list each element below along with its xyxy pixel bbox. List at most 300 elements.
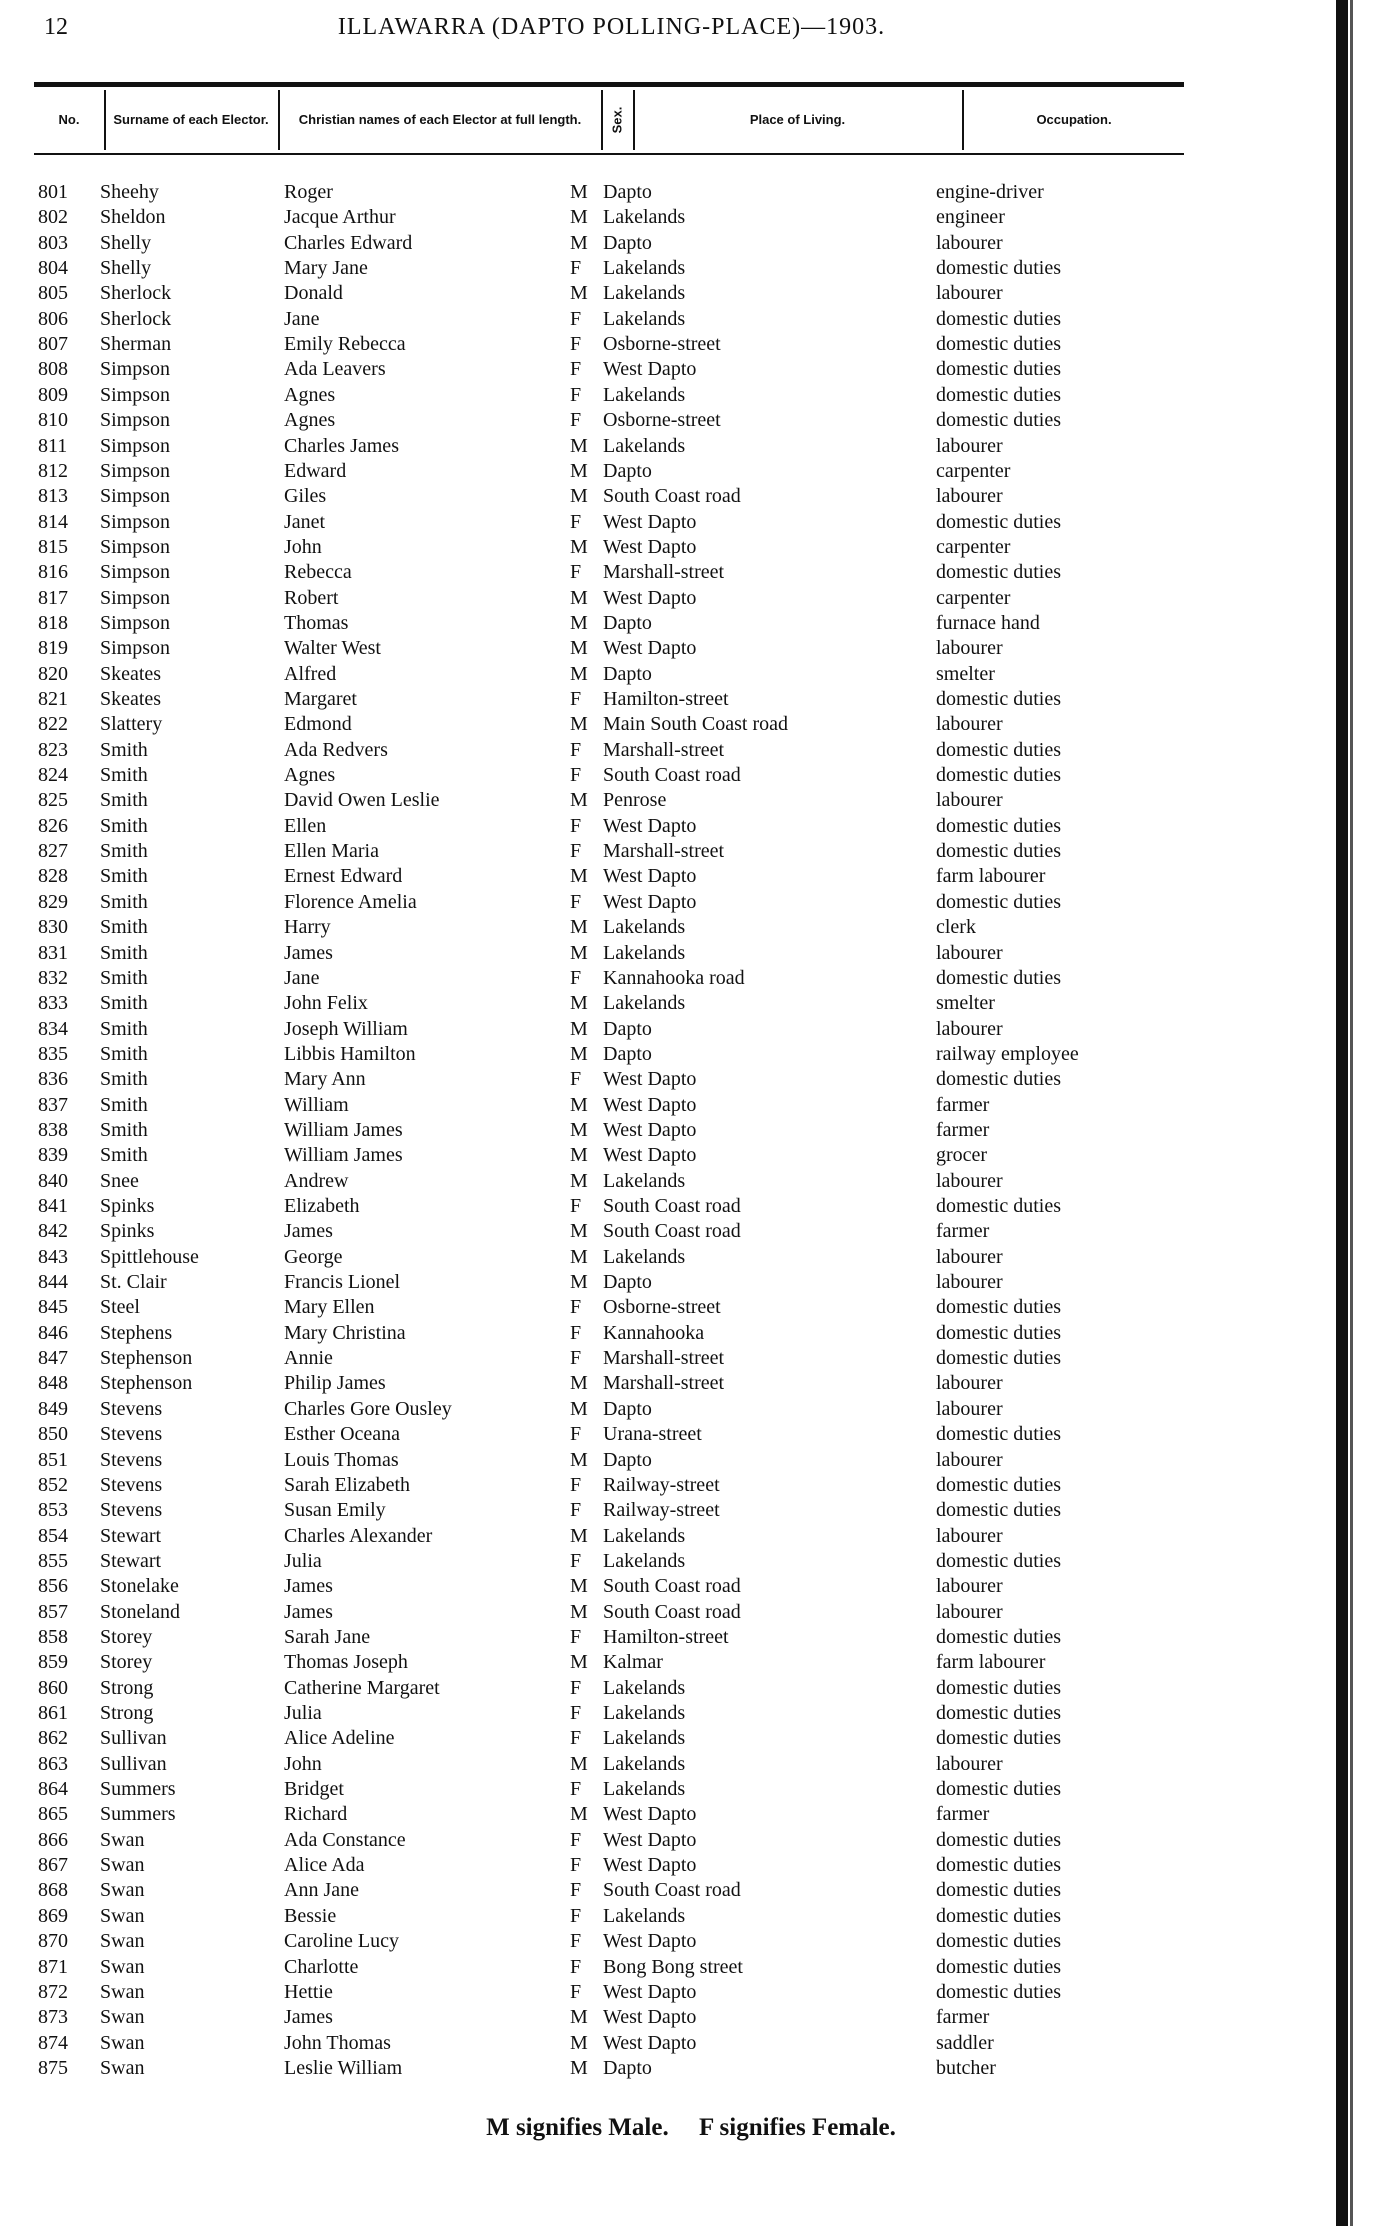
table-row <box>0 611 1250 636</box>
table-row <box>0 408 1250 433</box>
table-row <box>0 2005 1250 2030</box>
cell-occupation: domestic duties <box>936 561 1061 584</box>
cell-surname: Stevens <box>100 1397 163 1420</box>
cell-christian-names: Roger <box>284 181 333 203</box>
cell-number: 821 <box>38 688 68 710</box>
cell-christian-names: Harry <box>284 916 331 939</box>
cell-place-of-living: Lakelands <box>603 1169 686 1192</box>
cell-occupation: grocer <box>936 1144 988 1167</box>
cell-occupation: clerk <box>936 916 976 939</box>
cell-christian-names: Robert <box>284 586 339 609</box>
cell-surname: Skeates <box>100 662 162 685</box>
cell-christian-names: Libbis Hamilton <box>284 1042 416 1065</box>
cell-christian-names: Alfred <box>284 662 337 685</box>
table-row <box>0 1828 1250 1853</box>
cell-christian-names: Mary Ellen <box>284 1296 375 1319</box>
cell-surname: Simpson <box>100 434 171 457</box>
cell-number: 851 <box>38 1448 68 1471</box>
cell-sex: M <box>570 1397 588 1420</box>
cell-occupation: domestic duties <box>936 1473 1061 1496</box>
cell-sex: M <box>570 1448 588 1471</box>
cell-occupation: domestic duties <box>936 1904 1061 1927</box>
cell-number: 853 <box>38 1499 68 1522</box>
cell-number: 842 <box>38 1220 68 1243</box>
cell-surname: Stonelake <box>100 1575 179 1598</box>
cell-christian-names: Giles <box>284 485 327 508</box>
cell-surname: Smith <box>100 738 148 761</box>
cell-number: 827 <box>38 840 68 863</box>
cell-number: 855 <box>38 1549 68 1572</box>
table-row <box>0 1448 1250 1473</box>
table-row <box>0 890 1250 915</box>
cell-sex: M <box>570 662 588 685</box>
cell-christian-names: Philip James <box>284 1372 386 1395</box>
cell-sex: F <box>570 1195 582 1217</box>
cell-christian-names: Esther Oceana <box>284 1423 401 1446</box>
cell-occupation: labourer <box>936 941 1003 964</box>
cell-occupation: labourer <box>936 282 1003 305</box>
cell-occupation: domestic duties <box>936 1778 1061 1801</box>
cell-surname: Smith <box>100 1144 148 1167</box>
cell-occupation: domestic duties <box>936 1828 1061 1851</box>
table-row <box>0 560 1250 585</box>
cell-place-of-living: West Dapto <box>603 1854 697 1877</box>
cell-sex: F <box>570 1625 582 1648</box>
cell-sex: F <box>570 1980 582 2003</box>
cell-surname: Sherlock <box>100 307 172 330</box>
cell-place-of-living: Kannahooka <box>603 1321 705 1344</box>
table-row <box>0 332 1250 357</box>
cell-place-of-living: West Dapto <box>603 1930 697 1953</box>
cell-number: 832 <box>38 966 68 989</box>
cell-sex: F <box>570 814 582 837</box>
cell-christian-names: Mary Christina <box>284 1321 406 1344</box>
cell-christian-names: Hettie <box>284 1980 333 2003</box>
cell-surname: Smith <box>100 941 148 964</box>
cell-christian-names: Edmond <box>284 713 352 736</box>
table-row <box>0 839 1250 864</box>
cell-occupation: labourer <box>936 1397 1003 1420</box>
table-row <box>0 1650 1250 1675</box>
cell-occupation: labourer <box>936 1575 1003 1598</box>
book-spine-shadow <box>1336 0 1348 2226</box>
table-row <box>0 1955 1250 1980</box>
page-number: 12 <box>44 14 68 40</box>
cell-occupation: furnace hand <box>936 611 1040 634</box>
table-row <box>0 687 1250 712</box>
cell-occupation: domestic duties <box>936 1499 1061 1522</box>
cell-christian-names: Charles James <box>284 434 399 457</box>
table-row <box>0 1904 1250 1929</box>
cell-place-of-living: Lakelands <box>603 206 686 229</box>
cell-surname: Spinks <box>100 1220 155 1243</box>
cell-surname: Simpson <box>100 561 171 584</box>
table-row <box>0 1853 1250 1878</box>
cell-sex: M <box>570 1575 588 1598</box>
cell-christian-names: Charlotte <box>284 1955 359 1978</box>
cell-number: 858 <box>38 1625 68 1648</box>
cell-christian-names: Alice Adeline <box>284 1727 395 1750</box>
cell-place-of-living: Lakelands <box>603 1549 686 1572</box>
cell-place-of-living: Lakelands <box>603 383 686 406</box>
table-row <box>0 1574 1250 1599</box>
cell-number: 871 <box>38 1955 68 1978</box>
cell-christian-names: Leslie William <box>284 2056 403 2079</box>
cell-sex: F <box>570 688 582 710</box>
cell-place-of-living: Dapto <box>603 1042 652 1065</box>
cell-christian-names: Agnes <box>284 383 336 406</box>
cell-place-of-living: West Dapto <box>603 1068 697 1091</box>
cell-sex: F <box>570 1930 582 1953</box>
cell-place-of-living: West Dapto <box>603 535 697 558</box>
cell-surname: Smith <box>100 916 148 939</box>
cell-occupation: domestic duties <box>936 1296 1061 1319</box>
cell-surname: Storey <box>100 1625 153 1648</box>
cell-place-of-living: Lakelands <box>603 941 686 964</box>
table-row <box>0 1118 1250 1143</box>
cell-surname: Stephenson <box>100 1372 193 1395</box>
cell-surname: Swan <box>100 1904 145 1927</box>
cell-place-of-living: West Dapto <box>603 1144 697 1167</box>
cell-sex: M <box>570 1042 588 1065</box>
cell-surname: Smith <box>100 1118 148 1141</box>
cell-surname: Sullivan <box>100 1727 167 1750</box>
cell-place-of-living: Dapto <box>603 459 652 482</box>
cell-number: 846 <box>38 1321 68 1344</box>
cell-number: 826 <box>38 814 68 837</box>
table-row <box>0 1321 1250 1346</box>
cell-sex: F <box>570 1676 582 1699</box>
cell-number: 812 <box>38 459 68 482</box>
table-row <box>0 307 1250 332</box>
table-row <box>0 814 1250 839</box>
cell-occupation: domestic duties <box>936 1676 1061 1699</box>
cell-place-of-living: Hamilton-street <box>603 1625 729 1648</box>
table-row <box>0 1194 1250 1219</box>
cell-place-of-living: South Coast road <box>603 1600 741 1623</box>
cell-surname: Smith <box>100 1093 148 1116</box>
table-row <box>0 1929 1250 1954</box>
cell-christian-names: John Thomas <box>284 2031 391 2054</box>
cell-surname: Simpson <box>100 358 171 381</box>
cell-surname: Skeates <box>100 688 162 710</box>
cell-christian-names: Charles Alexander <box>284 1524 433 1547</box>
table-row <box>0 1777 1250 1802</box>
cell-christian-names: Margaret <box>284 688 357 710</box>
cell-surname: Storey <box>100 1651 153 1674</box>
cell-surname: Stewart <box>100 1549 162 1572</box>
cell-number: 831 <box>38 941 68 964</box>
cell-occupation: domestic duties <box>936 307 1061 330</box>
cell-surname: Sherman <box>100 333 172 356</box>
book-spine-edge <box>1350 0 1353 2226</box>
cell-surname: Swan <box>100 2056 145 2079</box>
cell-place-of-living: South Coast road <box>603 1575 741 1598</box>
cell-number: 840 <box>38 1169 68 1192</box>
cell-sex: F <box>570 1879 582 1902</box>
cell-surname: Smith <box>100 840 148 863</box>
cell-occupation: domestic duties <box>936 1854 1061 1877</box>
table-row <box>0 763 1250 788</box>
cell-occupation: domestic duties <box>936 1423 1061 1446</box>
cell-sex: F <box>570 1499 582 1522</box>
cell-sex: F <box>570 1321 582 1344</box>
cell-sex: F <box>570 890 582 913</box>
cell-occupation: labourer <box>936 1017 1003 1040</box>
cell-number: 822 <box>38 713 68 736</box>
cell-place-of-living: Lakelands <box>603 307 686 330</box>
cell-surname: Swan <box>100 1854 145 1877</box>
cell-sex: F <box>570 1068 582 1091</box>
table-row <box>0 1245 1250 1270</box>
cell-place-of-living: West Dapto <box>603 1803 697 1826</box>
table-row <box>0 1726 1250 1751</box>
cell-occupation: labourer <box>936 1448 1003 1471</box>
cell-place-of-living: West Dapto <box>603 586 697 609</box>
cell-number: 810 <box>38 409 68 432</box>
cell-christian-names: Charles Gore Ousley <box>284 1397 452 1420</box>
cell-christian-names: George <box>284 1245 343 1268</box>
table-row <box>0 205 1250 230</box>
cell-place-of-living: Kannahooka road <box>603 966 745 989</box>
cell-sex: M <box>570 1245 588 1268</box>
cell-number: 865 <box>38 1803 68 1826</box>
table-row <box>0 1067 1250 1092</box>
cell-sex: F <box>570 1423 582 1446</box>
cell-surname: Swan <box>100 1879 145 1902</box>
table-row <box>0 434 1250 459</box>
cell-surname: Stephenson <box>100 1347 193 1370</box>
cell-christian-names: Ada Constance <box>284 1828 406 1851</box>
cell-place-of-living: West Dapto <box>603 1980 697 2003</box>
table-row <box>0 535 1250 560</box>
cell-christian-names: Rebecca <box>284 561 352 584</box>
cell-sex: F <box>570 1296 582 1319</box>
table-row <box>0 1701 1250 1726</box>
footer-female-note: F signifies Female. <box>698 2114 896 2141</box>
table-row <box>0 459 1250 484</box>
cell-place-of-living: Lakelands <box>603 1245 686 1268</box>
cell-christian-names: Ann Jane <box>284 1879 359 1902</box>
cell-place-of-living: Dapto <box>603 181 652 203</box>
cell-number: 809 <box>38 383 68 406</box>
cell-sex: F <box>570 1778 582 1801</box>
cell-surname: Swan <box>100 2031 145 2054</box>
cell-surname: Swan <box>100 1955 145 1978</box>
cell-surname: Strong <box>100 1676 154 1699</box>
table-row <box>0 1625 1250 1650</box>
cell-christian-names: Walter West <box>284 637 381 660</box>
cell-place-of-living: Urana-street <box>603 1423 702 1446</box>
cell-surname: Simpson <box>100 409 171 432</box>
cell-sex: M <box>570 459 588 482</box>
cell-christian-names: Mary Jane <box>284 257 368 280</box>
cell-sex: M <box>570 1600 588 1623</box>
cell-occupation: domestic duties <box>936 383 1061 406</box>
cell-place-of-living: South Coast road <box>603 1220 741 1243</box>
cell-christian-names: Ernest Edward <box>284 865 403 888</box>
cell-sex: F <box>570 333 582 356</box>
cell-number: 849 <box>38 1397 68 1420</box>
cell-occupation: domestic duties <box>936 1879 1061 1902</box>
cell-number: 834 <box>38 1017 68 1040</box>
cell-surname: Smith <box>100 764 148 787</box>
cell-christian-names: James <box>284 941 333 964</box>
cell-number: 802 <box>38 206 68 229</box>
cell-sex: M <box>570 637 588 660</box>
table-row <box>0 738 1250 763</box>
cell-surname: Simpson <box>100 586 171 609</box>
cell-christian-names: Jane <box>284 966 320 989</box>
cell-occupation: engine-driver <box>936 181 1044 203</box>
cell-number: 868 <box>38 1879 68 1902</box>
cell-place-of-living: Dapto <box>603 2056 652 2079</box>
cell-sex: F <box>570 738 582 761</box>
cell-christian-names: James <box>284 2006 333 2029</box>
column-header-surname: Surname of each Elector. <box>113 112 269 127</box>
table-row <box>0 357 1250 382</box>
cell-place-of-living: West Dapto <box>603 2006 697 2029</box>
cell-surname: Spinks <box>100 1195 155 1217</box>
cell-christian-names: Donald <box>284 282 343 305</box>
table-row <box>0 231 1250 256</box>
cell-place-of-living: Dapto <box>603 1448 652 1471</box>
cell-place-of-living: Marshall-street <box>603 738 725 761</box>
cell-number: 874 <box>38 2031 68 2054</box>
cell-occupation: engineer <box>936 206 1005 229</box>
cell-surname: Stevens <box>100 1423 163 1446</box>
cell-christian-names: Elizabeth <box>284 1195 360 1217</box>
cell-surname: Stoneland <box>100 1600 180 1623</box>
cell-sex: F <box>570 358 582 381</box>
cell-number: 867 <box>38 1854 68 1877</box>
cell-occupation: labourer <box>936 1372 1003 1395</box>
cell-occupation: domestic duties <box>936 1195 1061 1217</box>
cell-occupation: domestic duties <box>936 814 1061 837</box>
cell-surname: Swan <box>100 1980 145 2003</box>
cell-occupation: labourer <box>936 637 1003 660</box>
cell-occupation: domestic duties <box>936 333 1061 356</box>
cell-sex: F <box>570 257 582 280</box>
cell-christian-names: James <box>284 1220 333 1243</box>
cell-surname: Simpson <box>100 510 171 533</box>
cell-sex: F <box>570 1727 582 1750</box>
cell-place-of-living: Marshall-street <box>603 561 725 584</box>
column-header-row <box>34 90 1184 150</box>
cell-christian-names: James <box>284 1600 333 1623</box>
cell-christian-names: Janet <box>284 510 326 533</box>
cell-number: 854 <box>38 1524 68 1547</box>
table-row <box>0 636 1250 661</box>
cell-sex: F <box>570 561 582 584</box>
cell-sex: M <box>570 1220 588 1243</box>
cell-christian-names: Agnes <box>284 409 336 432</box>
cell-christian-names: Julia <box>284 1702 322 1724</box>
cell-number: 837 <box>38 1093 68 1116</box>
cell-number: 841 <box>38 1195 68 1217</box>
cell-surname: Slattery <box>100 713 163 736</box>
cell-surname: Smith <box>100 789 148 812</box>
cell-occupation: domestic duties <box>936 257 1061 280</box>
cell-sex: M <box>570 181 588 203</box>
cell-sex: M <box>570 1803 588 1826</box>
cell-occupation: farm labourer <box>936 865 1046 888</box>
cell-number: 820 <box>38 662 68 685</box>
cell-occupation: labourer <box>936 1271 1003 1294</box>
table-row <box>0 1524 1250 1549</box>
table-row <box>0 1397 1250 1422</box>
page-header <box>44 14 1179 54</box>
cell-surname: Stevens <box>100 1448 163 1471</box>
cell-sex: M <box>570 1372 588 1395</box>
cell-surname: Smith <box>100 1042 148 1065</box>
column-header-sex-label: Sex. <box>609 106 624 134</box>
cell-place-of-living: Osborne-street <box>603 333 721 356</box>
cell-christian-names: Bridget <box>284 1778 344 1801</box>
cell-surname: Swan <box>100 2006 145 2029</box>
cell-christian-names: John Felix <box>284 992 368 1015</box>
cell-occupation: saddler <box>936 2031 994 2054</box>
cell-place-of-living: Marshall-street <box>603 840 725 863</box>
cell-christian-names: Mary Ann <box>284 1068 366 1091</box>
table-row <box>0 991 1250 1016</box>
cell-number: 829 <box>38 890 68 913</box>
cell-surname: Swan <box>100 1930 145 1953</box>
cell-occupation: farmer <box>936 1093 990 1116</box>
column-header-occupation: Occupation. <box>1036 112 1112 127</box>
table-row <box>0 1017 1250 1042</box>
table-row <box>0 586 1250 611</box>
cell-number: 839 <box>38 1144 68 1167</box>
cell-sex: F <box>570 1904 582 1927</box>
cell-number: 801 <box>38 181 68 203</box>
table-row <box>0 1473 1250 1498</box>
cell-christian-names: William James <box>284 1118 403 1141</box>
cell-occupation: domestic duties <box>936 1625 1061 1648</box>
cell-occupation: farmer <box>936 1118 990 1141</box>
cell-christian-names: James <box>284 1575 333 1598</box>
table-row <box>0 662 1250 687</box>
cell-occupation: domestic duties <box>936 1347 1061 1370</box>
cell-sex: M <box>570 2056 588 2079</box>
cell-number: 857 <box>38 1600 68 1623</box>
cell-number: 845 <box>38 1296 68 1319</box>
table-row <box>0 180 1250 205</box>
column-header-place: Place of Living. <box>749 112 846 127</box>
cell-occupation: smelter <box>936 662 995 685</box>
table-row <box>0 1042 1250 1067</box>
cell-occupation: farmer <box>936 2006 990 2029</box>
cell-sex: M <box>570 586 588 609</box>
cell-surname: Spittlehouse <box>100 1245 199 1268</box>
cell-place-of-living: South Coast road <box>603 485 741 508</box>
cell-christian-names: Agnes <box>284 764 336 787</box>
cell-number: 825 <box>38 789 68 812</box>
cell-sex: M <box>570 231 588 254</box>
cell-place-of-living: South Coast road <box>603 764 741 787</box>
cell-number: 864 <box>38 1778 68 1801</box>
cell-christian-names: William <box>284 1093 349 1116</box>
cell-christian-names: Andrew <box>284 1169 349 1192</box>
cell-christian-names: Susan Emily <box>284 1499 386 1522</box>
cell-surname: Smith <box>100 865 148 888</box>
cell-occupation: domestic duties <box>936 1068 1061 1091</box>
cell-occupation: domestic duties <box>936 966 1061 989</box>
cell-occupation: domestic duties <box>936 1702 1061 1724</box>
table-row <box>0 1169 1250 1194</box>
cell-surname: Shelly <box>100 257 152 280</box>
cell-place-of-living: Dapto <box>603 231 652 254</box>
